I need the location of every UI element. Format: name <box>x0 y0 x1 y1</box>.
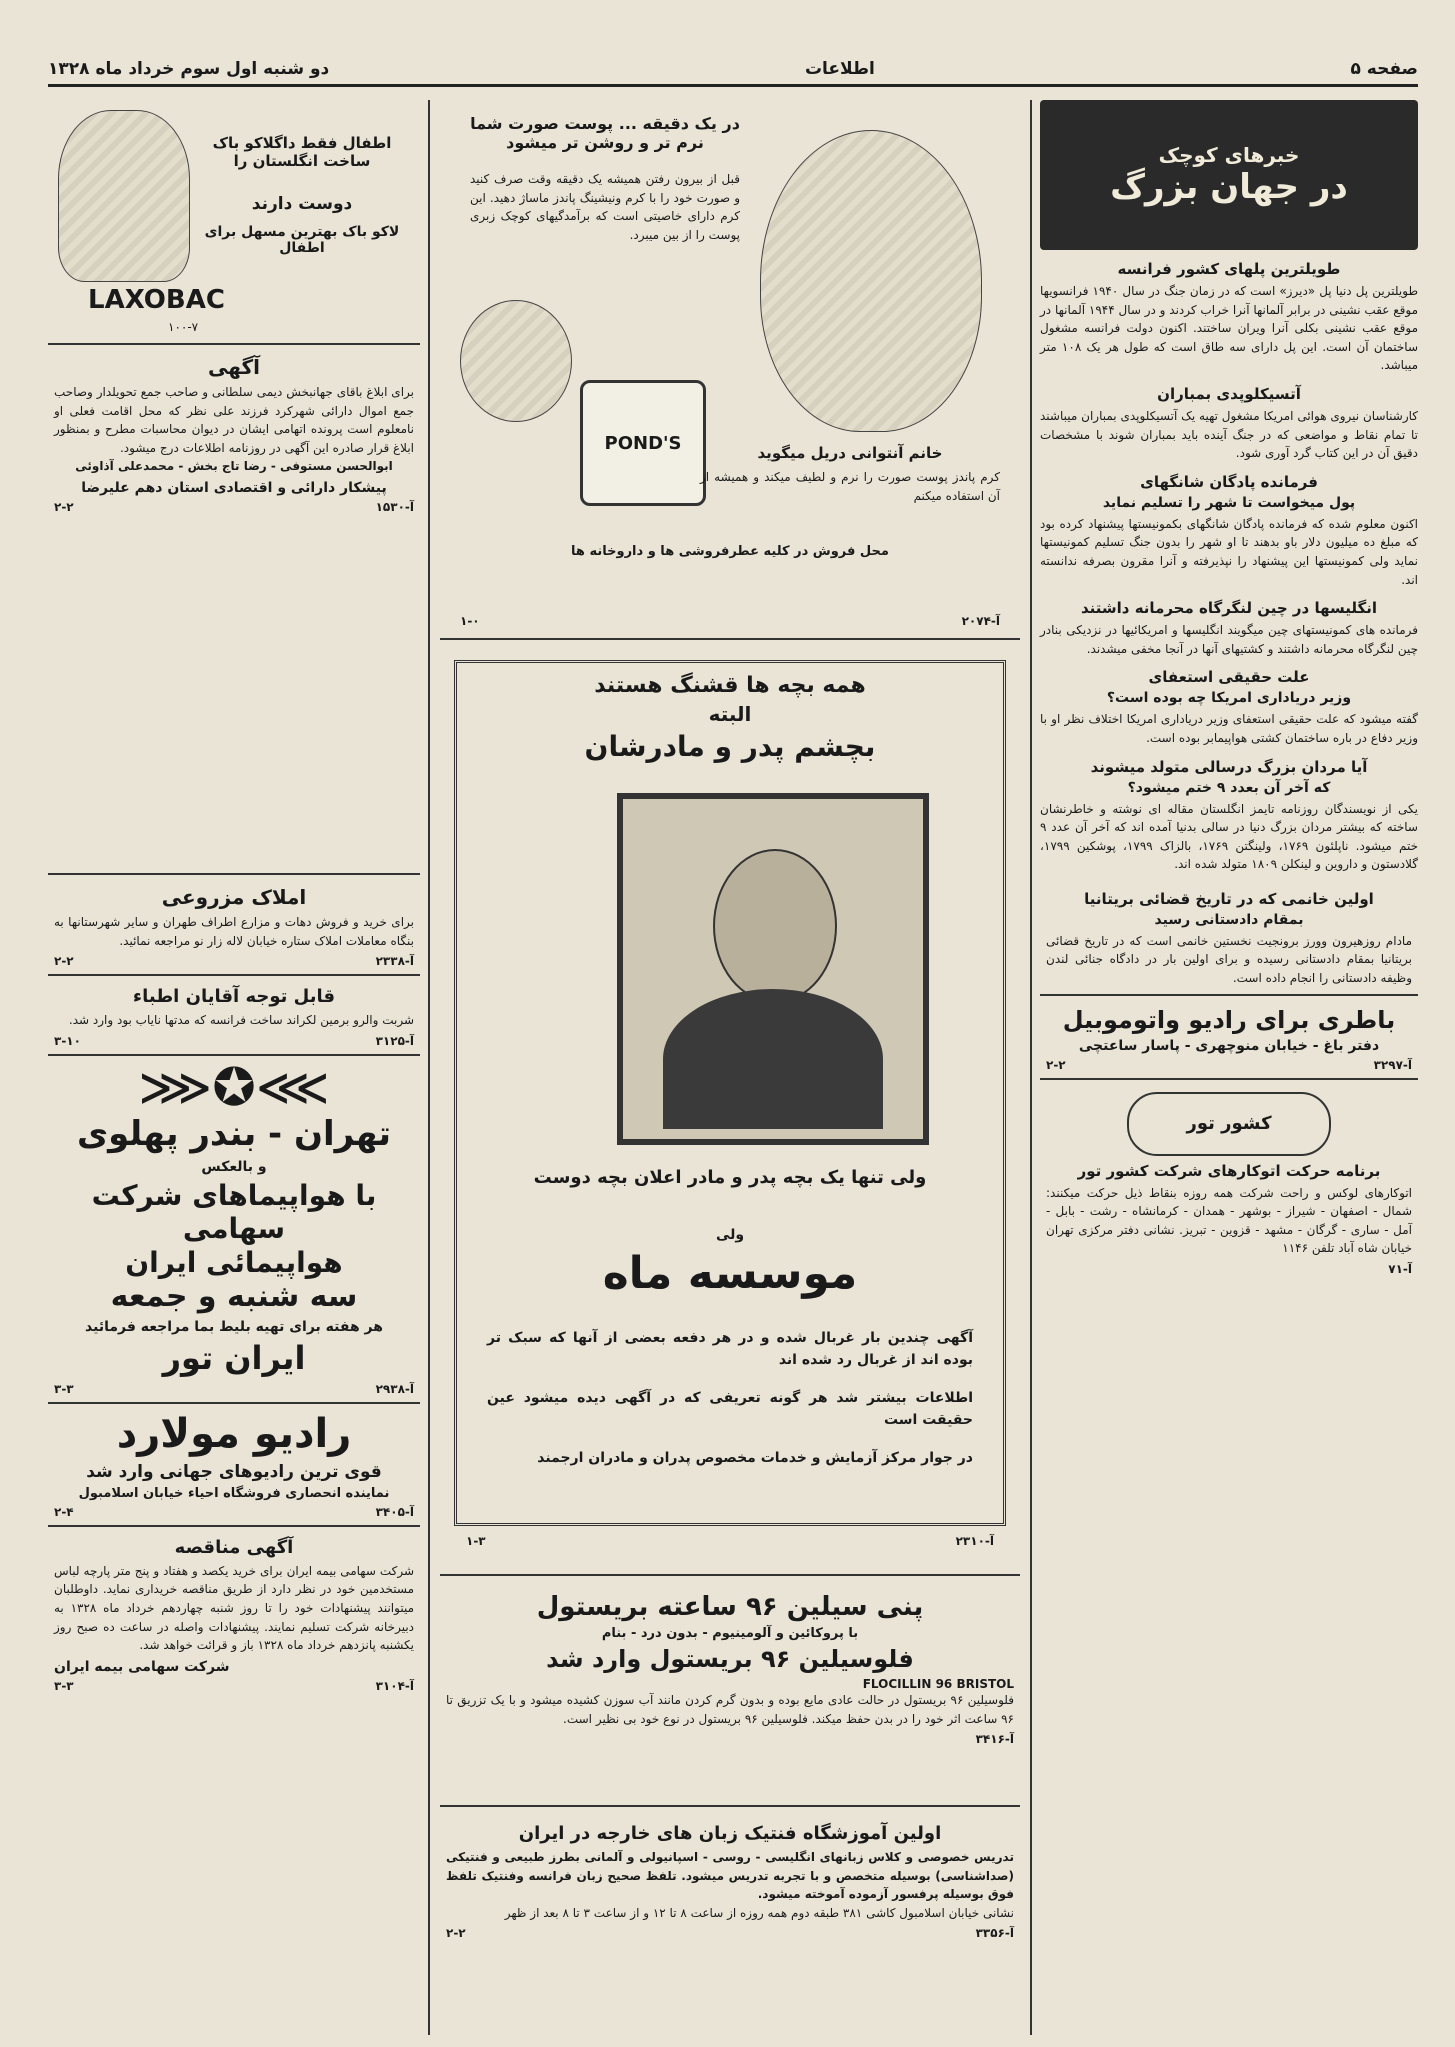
official-notice <box>48 345 420 875</box>
ad-code-row <box>1046 1262 1412 1276</box>
ponds-headline: در یک دقیقه ... پوست صورت شما نرم تر و روشن تر میشود <box>470 114 740 152</box>
news-article <box>1040 385 1418 463</box>
ponds-body: قبل از بیرون رفتن همیشه یک دقیقه وقت صرف کنید و صورت خود را با کرم ونیشینگ پاندز ماساژ دهید. این کرم دارای خاصیتی است که برآمدگیهای کوچک زبری پوست را از بین میبرد. <box>470 172 740 242</box>
radio-agent: نماینده انحصاری فروشگاه احیاء خیابان اسلامبول <box>78 1485 390 1501</box>
frame-ad-top1: همه بچه ها قشنگ هستند <box>594 673 866 698</box>
article-title: اولین خانمی که در تاریخ قضائی بریتانیا <box>1084 889 1374 908</box>
middle-column <box>440 100 1020 2035</box>
ad-ref: ۲-۲ <box>446 1926 466 1941</box>
airline-line4: هواپیمائی ایران <box>125 1245 343 1279</box>
article-title: انگلیسها در چین لنگرگاه محرمانه داشتند <box>1080 599 1377 618</box>
article-body: کارشناسان نیروی هوائی امریکا مشغول تهیه یک آتسیکلوپدی بمباران میباشند تا تمام نقاط و مواضعی که در جنگ آینده باید بمباران شوند با مشخصات دقیق آن در این کتاب گرد آوری شود. <box>1040 408 1418 461</box>
tour-ad-title: برنامه حرکت اتوکارهای شرکت کشور تور <box>1077 1161 1381 1180</box>
doctors-title: قابل توجه آقایان اطباء <box>132 986 336 1008</box>
airline-line3: با هواپیماهای شرکت سهامی <box>91 1178 377 1246</box>
laxobac-brand: LAXOBAC <box>88 285 225 315</box>
laxobac-line2: دوست دارند <box>251 194 353 214</box>
property-ad <box>48 875 420 976</box>
ad-ref: ۳-۳ <box>54 1381 74 1396</box>
laxobac-line1: اطفال فقط داگلاکو باک ساخت انگلستان را <box>212 134 392 170</box>
ad-ref: ۳-۳ <box>54 1678 74 1693</box>
tender-ad <box>48 1527 420 1699</box>
notice-org: پیشکار دارائی و اقتصادی استان دهم علیرضا <box>81 479 387 496</box>
news-banner <box>1040 100 1418 250</box>
tour-ad <box>1040 1080 1418 1282</box>
article-subtitle: که آخر آن بعدد ۹ ختم میشود؟ <box>1127 779 1331 796</box>
winged-logo <box>1127 1092 1331 1156</box>
news-article <box>1040 668 1418 747</box>
article-subtitle: پول میخواست تا شهر را تسلیم نماید <box>1102 494 1356 511</box>
page-number: صفحه ۵ <box>1350 59 1418 79</box>
ponds-footer: محل فروش در کلیه عطرفروشی ها و داروخانه ها <box>571 544 889 559</box>
face-sketch <box>460 300 572 422</box>
article-title: علت حقیقی استعفای <box>1148 668 1310 687</box>
ad-ref: ۲-۲ <box>54 499 74 514</box>
battery-ad <box>1040 996 1418 1080</box>
ad-ref: ۲-۲ <box>1046 1057 1066 1072</box>
frame-ad <box>440 646 1020 1576</box>
banner-line2: در جهان بزرگ <box>1110 167 1348 207</box>
news-article <box>1040 758 1418 874</box>
ad-code: آ-۷۱ <box>1388 1262 1412 1277</box>
news-article <box>1040 260 1418 375</box>
school-body: تدریس خصوصی و کلاس زبانهای انگلیسی - روسی - اسپانیولی و آلمانی بطرز طبیعی و فنتیکی (صداشناسی) بوسیله متخصص و با تجربه تدریس میشود. تلفظ صحیح زبان فرانسه وفنتیک تلفظ فوق بوسیله پرفسور آزموده آموخته میشود. <box>446 1850 1014 1902</box>
child-drawing <box>58 110 190 282</box>
ad-ref: ۳-۱۰ <box>54 1033 81 1048</box>
ad-ref: ۱-۳ <box>466 1534 486 1548</box>
ad-code: آ-۲۹۳۸ <box>375 1381 414 1396</box>
laxobac-ad <box>48 100 420 345</box>
news-article <box>1040 473 1418 589</box>
property-title: املاک مزروعی <box>161 885 307 909</box>
article-body: یکی از نویسندگان روزنامه تایمز انگلستان مقاله ای نوشته و خاطرنشان ساخته که بیشتر مردان بزرگ دنیا در سالی بدنیا آمده اند که آخر آن عدد ۹ ختم میشود. ناپلئون ۱۷۶۹، ولینگتن ۱۷۶۹، بالزاک ۱۷۹۹، پوشکین ۱۷۹۹، گلادستون و داروین و لینکلن ۱۸۰۹ متولد شده اند. <box>1040 801 1419 872</box>
ponds-quote: کرم پاندز پوست صورت را نرم و لطیف میکند و همیشه از آن استفاده میکنم <box>700 470 1000 503</box>
banner-line1: خبرهای کوچک <box>1158 143 1300 167</box>
laxobac-ref: ۱۰۰-۷ <box>168 320 199 334</box>
ad-code-row <box>54 1505 414 1519</box>
news-article <box>1040 874 1418 996</box>
tender-org: شرکت سهامی بیمه ایران <box>54 1658 230 1675</box>
article-subtitle: وزیر دریاداری امریکا چه بوده است؟ <box>1106 690 1352 707</box>
ponds-jar <box>580 380 706 506</box>
ad-code: آ-۱۵۳۰ <box>375 499 414 514</box>
battery-ad-address: دفتر باغ - خیابان منوچهری - پاسار ساعتچی <box>1078 1037 1380 1054</box>
ad-code: آ-۳۴۰۵ <box>375 1504 414 1519</box>
ad-code-row <box>446 1926 1014 1940</box>
school-title: اولین آموزشگاه فنتیک زبان های خارجه در ایران <box>518 1823 942 1844</box>
ad-code: آ-۳۲۹۷ <box>1373 1057 1412 1072</box>
ad-code-row <box>54 500 414 514</box>
ad-ref: ۲-۴ <box>54 1504 74 1519</box>
penicillin-body: فلوسیلین ۹۶ بریستول در حالت عادی مایع بوده و بدون گرم کردن مانند آب سوزن کشیده میشود و با یک تزریق تا ۹۶ ساعت اثر خود را در بدن حفظ میکند. فلوسیلین ۹۶ بریستول در نوع خود بی نظیر است. <box>446 1693 1014 1726</box>
penicillin-latin: FLOCILLIN 96 BRISTOL <box>862 1677 1014 1691</box>
ad-code-row <box>54 1382 414 1396</box>
ad-code: آ-۳۱۰۴ <box>375 1678 414 1693</box>
issue-date: دو شنبه اول سوم خرداد ماه ۱۳۲۸ <box>48 59 330 79</box>
penicillin-sub: با پروکائین و آلومینیوم - بدون درد - بنام <box>601 1626 859 1641</box>
ad-code: آ-۲۳۱۰ <box>955 1534 994 1548</box>
ad-code-row <box>54 954 414 968</box>
ad-code: آ-۲۰۷۴ <box>961 614 1000 628</box>
article-title: آتسیکلوپدی بمباران <box>1157 384 1301 403</box>
doctors-ad <box>48 976 420 1056</box>
ad-code-row <box>54 1679 414 1693</box>
ad-code-row <box>460 614 1000 628</box>
airline-ad <box>48 1056 420 1404</box>
jar-label: POND'S <box>604 432 682 454</box>
article-body: مادام روزهیرون وورز برونجیت نخستین خانمی است که در تاریخ قضائی بریتانیا بمقام دادستانی رسیده و برای اولین بار در دادگاه جنائی لندن وظیفه دادستانی را انجام داده است. <box>1046 933 1412 986</box>
ad-code: آ-۳۳۵۶ <box>975 1926 1014 1941</box>
frame-ad-brand: موسسه ماه <box>602 1248 858 1299</box>
frame-ad-body1: آگهی چندین بار غربال شده و در هر دفعه بعضی از آنها که سبک تر بوده اند از غربال رد شده اند <box>487 1330 973 1368</box>
language-school-ad <box>440 1813 1020 1946</box>
frame-ad-border <box>454 660 1006 1526</box>
paper-name: اطلاعات <box>804 59 875 79</box>
ponds-caption: خانم آنتوانی دریل میگوید <box>757 444 943 462</box>
airline-return: و بالعکس <box>201 1158 267 1175</box>
article-title: آیا مردان بزرگ درسالی متولد میشوند <box>1090 757 1368 776</box>
article-body: اکنون معلوم شده که فرمانده پادگان شانگهای بکمونیستها پیشنهاد کرده بود که مبلغ ده میلیون دلار باو بدهند تا او شهر را بدون جنگ تسلیم کمونیستها نماید ولی کمونیستها این پیشنهاد را نپذیرفته و آنرا مقرون بصرفه ندانسته اند. <box>1040 516 1418 587</box>
notice-signers: ابوالحسن مستوفی - رضا تاج بخش - محمدعلی آذاوئی <box>75 459 393 474</box>
left-column <box>48 100 430 2035</box>
penicillin-title: پنی سیلین ۹۶ ساعته بریستول <box>536 1592 924 1622</box>
article-body: طویلترین پل دنیا پل «دیرز» است که در زمان جنگ در سال ۱۹۴۰ فرانسویها موقع عقب نشینی در برابر آلمانها آنرا خراب کردند و در سال ۱۹۴۴ آلمانها در موقع عقب نشینی بکلی آنرا ویران ساختند. اکنون دولت فرانسه مشغول ساختمان آن است. این پل دارای سه طاق است که طول هر یک ۱۰۸ متر میباشد. <box>1040 284 1419 373</box>
ad-ref: ۱-۰ <box>460 614 480 628</box>
penicillin-title2: فلوسیلین ۹۶ بریستول وارد شد <box>546 1645 914 1673</box>
doctors-body: شربت والرو برمین لکراند ساخت فرانسه که مدتها نایاب بود وارد شد. <box>68 1013 414 1028</box>
ad-code-row <box>446 1732 1014 1746</box>
frame-ad-brand-pre: ولی <box>715 1227 745 1243</box>
laxobac-line3: لاکو باک بهترین مسهل برای اطفال <box>204 224 400 256</box>
portrait-torso <box>663 989 883 1129</box>
portrait-face <box>713 849 837 1003</box>
frame-ad-body3: در جوار مرکز آزمایش و خدمات مخصوص پدران و مادران ارجمند <box>537 1450 973 1466</box>
article-body: فرمانده های کمونیستهای چین میگویند انگلیسها و امریکائیها در نزدیکی بنادر چین لنگرگاه محرمانه داشتند و کشتیهای آنها در آنجا مخفی میشدند. <box>1040 623 1418 656</box>
radio-title: رادیو مولارد <box>116 1410 352 1457</box>
right-column <box>1030 100 1418 2035</box>
article-title: فرمانده پادگان شانگهای <box>1140 472 1318 491</box>
frame-ad-top2: البته <box>708 702 752 726</box>
article-subtitle: بمقام دادستانی رسید <box>1154 911 1304 928</box>
wings-icon: ⋙✪⋘ <box>138 1057 330 1118</box>
ad-code: آ-۳۴۱۶ <box>975 1732 1014 1747</box>
tender-title: آگهی مناقصه <box>174 1536 294 1558</box>
article-title: طویلترین پلهای کشور فرانسه <box>1117 260 1341 278</box>
tender-body: شرکت سهامی بیمه ایران برای خرید یکصد و هفتاد و پنج متر پارچه لباس مستخدمین خود در نظر دارد از طریق مناقصه خریداری نماید. داوطلبان میتوانند پیشنهادات خود را تا روز شنبه چهاردهم خرداد ماه ۱۳۲۸ به دبیرخانه شرکت تسلیم نمایند. پیشنهادات واصله در ساعت ده صبح روز یکشنبه پانزدهم خرداد ماه ۱۳۲۸ باز و قرائت خواهد شد. <box>54 1563 414 1653</box>
ad-code-row <box>446 1534 1014 1548</box>
frame-ad-mid: ولی تنها یک بچه پدر و مادر اعلان بچه دوست <box>533 1167 927 1188</box>
ad-code-row <box>54 1034 414 1048</box>
news-article <box>1040 599 1418 658</box>
woman-portrait <box>760 130 982 432</box>
airline-route: تهران - بندر پهلوی <box>76 1113 392 1154</box>
ponds-ad <box>440 100 1020 640</box>
article-body: گفته میشود که علت حقیقی استعفای وزیر دریاداری امریکا اختلاف نظر او با وزیر دفاع در باره ساختمان کشتی هواپیمابر بوده است. <box>1040 712 1418 745</box>
airline-line6: هر هفته برای تهیه بلیط بما مراجعه فرمائید <box>85 1319 383 1336</box>
ad-ref: ۲-۲ <box>54 954 74 969</box>
ad-code-row <box>1046 1058 1412 1072</box>
notice-title: آگهی <box>208 355 260 379</box>
tour-ad-body: اتوکارهای لوکس و راحت شرکت همه روزه بنقاط ذیل حرکت میکنند: شمال - اصفهان - شیراز - بوشهر - همدان - کرمانشاه - رشت - بابل - آمل - ساری - گرگان - مشهد - قزوین - تبریز. نشانی دفتر مرکزی تهران خیابان شاه آباد تلفن ۱۱۴۶ <box>1046 1185 1412 1256</box>
frame-ad-top3: بچشم پدر و مادرشان <box>584 730 876 763</box>
radio-ad <box>48 1404 420 1527</box>
airline-days: سه شنبه و جمعه <box>110 1279 358 1315</box>
frame-ad-body2: اطلاعات بیشتر شد هر گونه تعریفی که در آگهی دیده میشود عین حقیقت است <box>487 1390 973 1428</box>
airline-agent: ایران تور <box>162 1339 306 1378</box>
framed-portrait <box>617 793 929 1145</box>
penicillin-ad <box>440 1582 1020 1807</box>
masthead <box>48 54 1418 87</box>
notice-body: برای ابلاغ باقای جهانبخش دیمی سلطانی و صاحب جمع تحویلدار وصاحب جمع اموال دارائی شهرکرد فرزند علی نظر که محل اقامت فعلی او نامعلوم است پرونده اتهامی ایشان در دیوان محاسبات مطرح و بمنظور ابلاغ قرار صادره این آگهی در روزنامه اطلاعات درج میشود. <box>54 385 414 455</box>
ad-code: آ-۳۱۲۵ <box>375 1033 414 1048</box>
property-body: برای خرید و فروش دهات و مزارع اطراف طهران و سایر شهرستانها به بنگاه معاملات املاک ستاره خیابان لاله زار نو مراجعه نمائید. <box>54 915 414 948</box>
school-address: نشانی خیابان اسلامبول کاشی ۳۸۱ طبقه دوم همه روزه از ساعت ۸ تا ۱۲ و از ساعت ۳ تا ۸ بعد از ظهر <box>504 1905 1014 1920</box>
tour-logo-text: کشور تور <box>1186 1113 1272 1135</box>
battery-ad-title: باطری برای رادیو واتوموبیل <box>1062 1005 1396 1034</box>
ad-code: آ-۲۳۳۸ <box>375 954 414 969</box>
radio-sub: قوی ترین رادیوهای جهانی وارد شد <box>86 1461 382 1482</box>
